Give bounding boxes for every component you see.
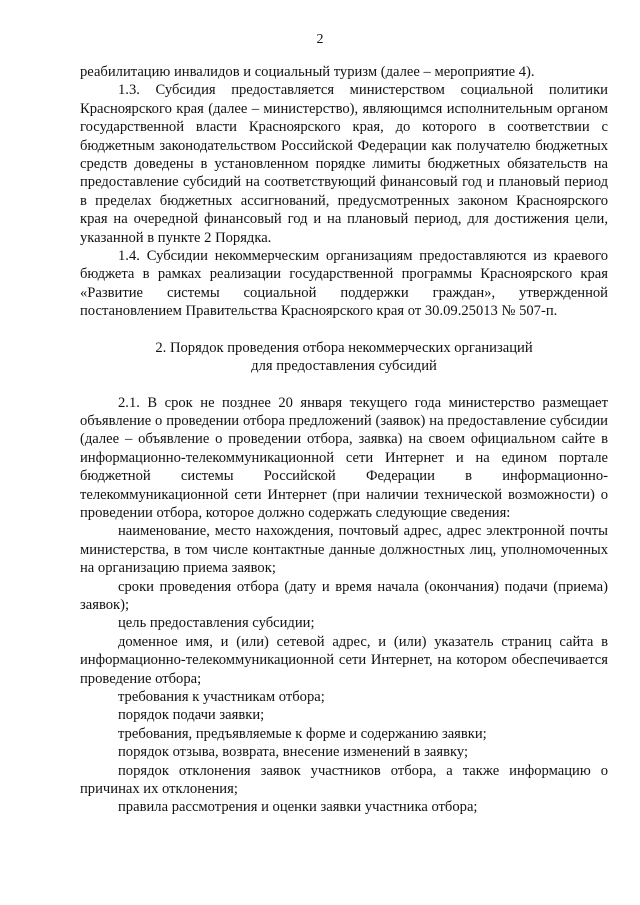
section-heading (80, 339, 608, 376)
paragraph-1-4: 1.4. Субсидии некоммерческим организациям предоставляются из краевого бюджета в рамках реализации государственной программы Красноярского края «Развитие системы социальной поддержки граждан», утвержденной постановлением Правительства Красноярского края от 30.09.25013 № 507-п. (80, 248, 608, 320)
list-item: требования к участникам отбора; (118, 689, 325, 705)
section-heading-line-1: 2. Порядок проведения отбора некоммерческих организаций (155, 339, 533, 356)
section-heading-line-2: для предоставления субсидий (251, 358, 437, 375)
paragraph-2-1: 2.1. В срок не позднее 20 января текущего года министерство размещает объявление о проведении отбора предложений (заявок) на предоставление субсидии (далее – объявление о проведении отбора, заявка) на своем официальном сайте в информационно-телекоммуникационной сети Интернет и на едином портале бюджетной системы Российской Федерации в информационно-телекоммуникационной сети Интернет (при наличии технической возможности) о проведении отбора, которое должно содержать следующие сведения: (80, 394, 608, 521)
document-body (80, 63, 608, 817)
list-item: требования, предъявляемые к форме и содержанию заявки; (118, 725, 487, 742)
paragraph-continuation: реабилитацию инвалидов и социальный туризм (далее – мероприятие 4). (80, 64, 535, 80)
list-item: сроки проведения отбора (дату и время начала (окончания) подачи (приема) заявок); (80, 578, 608, 613)
page-number: 2 (316, 32, 324, 47)
list-item: цель предоставления субсидии; (118, 615, 315, 632)
list-item: порядок подачи заявки; (118, 707, 265, 724)
paragraph-1-3: 1.3. Субсидия предоставляется министерством социальной политики Красноярского края (далее – министерство), являющимся исполнительным органом государственной власти Красноярского края, до которого в соответствии с бюджетным законодательством Российской Федерации как получателю бюджетных средств доведены в установленном порядке лимиты бюджетных обязательств на предоставление субсидий на соответствующий финансовый год и плановый период в пределах бюджетных ассигнований, предусмотренных законом Красноярского края на очередной финансовый год и на плановый период, для достижения цели, указанной в пункте 2 Порядка. (80, 82, 608, 246)
list-item: правила рассмотрения и оценки заявки участника отбора; (118, 799, 478, 816)
list-item: порядок отзыва, возврата, внесение изменений в заявку; (118, 744, 469, 761)
list-item: доменное имя, и (или) сетевой адрес, и (или) указатель страниц сайта в информационно-телекоммуникационной сети Интернет, на котором обеспечивается проведение отбора; (80, 633, 608, 687)
list-item: порядок отклонения заявок участников отбора, а также информацию о причинах их отклонения; (80, 762, 608, 798)
list-item: наименование, место нахождения, почтовый адрес, адрес электронной почты министерства, в том числе контактные данные должностных лиц, уполномоченных на организацию приема заявок; (80, 523, 608, 577)
